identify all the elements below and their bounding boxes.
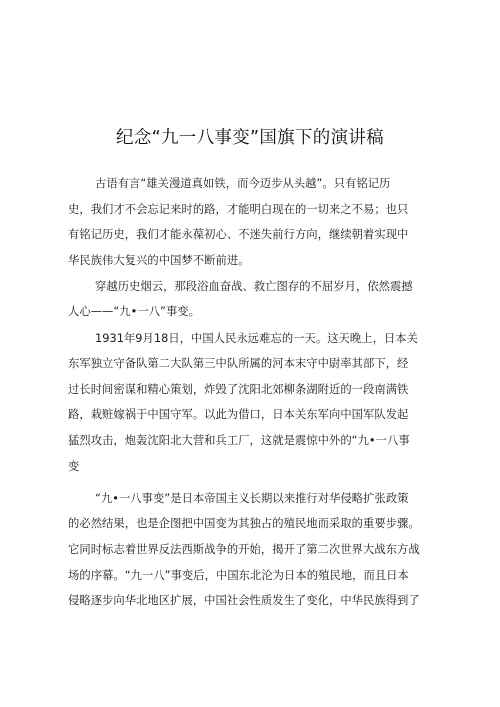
paragraph-line: 东军独立守备队第二大队第三中队所属的河本末守中尉率其部下，经 xyxy=(68,357,409,370)
paragraph-line: 古语有言“雄关漫道真如铁，而今迈步从头越”。只有铭记历 xyxy=(95,177,391,190)
paragraph-line: 变 xyxy=(68,460,80,473)
paragraph-line: 的必然结果，也是企图把中国变为其独占的殖民地而采取的重要步骤。 xyxy=(68,517,420,530)
paragraph-line: 穿越历史烟云，那段浴血奋战、救亡图存的不屈岁月，依然震撼 xyxy=(95,280,413,293)
paragraph-line: 场的序幕。“九一八”事变后，中国东北沦为日本的殖民地，而且日本 xyxy=(68,569,409,582)
paragraph-line: 人心——“九•一八”事变。 xyxy=(68,305,200,318)
paragraph-line: 路，栽赃嫁祸于中国守军。以此为借口，日本关东军向中国军队发起 xyxy=(68,408,409,421)
paragraph-line: 侵略逐步向华北地区扩展，中国社会性质发生了变化，中华民族得到了 xyxy=(68,594,420,607)
paragraph-line: 1931年9月18日，中国人民永远难忘的一天。这天晚上，日本关 xyxy=(95,332,418,345)
paragraph-line: 史，我们才不会忘记来时的路，才能明白现在的一切来之不易；也只 xyxy=(68,203,409,216)
paragraph-line: “九•一八事变”是日本帝国主义长期以来推行对华侵略扩张政策 xyxy=(95,492,409,505)
page-title: 纪念“九一八事变”国旗下的演讲稿 xyxy=(116,128,384,148)
paragraph-line: 过长时间密谋和精心策划，炸毁了沈阳北郊柳条湖附近的一段南满铁 xyxy=(68,383,409,396)
paragraph-line: 它同时标志着世界反法西斯战争的开始，揭开了第二次世界大战东方战 xyxy=(68,543,420,556)
paragraph-line: 有铭记历史，我们才能永葆初心、不迷失前行方向，继续朝着实现中 xyxy=(68,228,409,241)
paragraph-line: 华民族伟大复兴的中国梦不断前进。 xyxy=(68,254,250,267)
paragraph-line: 猛烈攻击，炮轰沈阳北大营和兵工厂，这就是震惊中外的“九•一八事 xyxy=(68,434,410,447)
